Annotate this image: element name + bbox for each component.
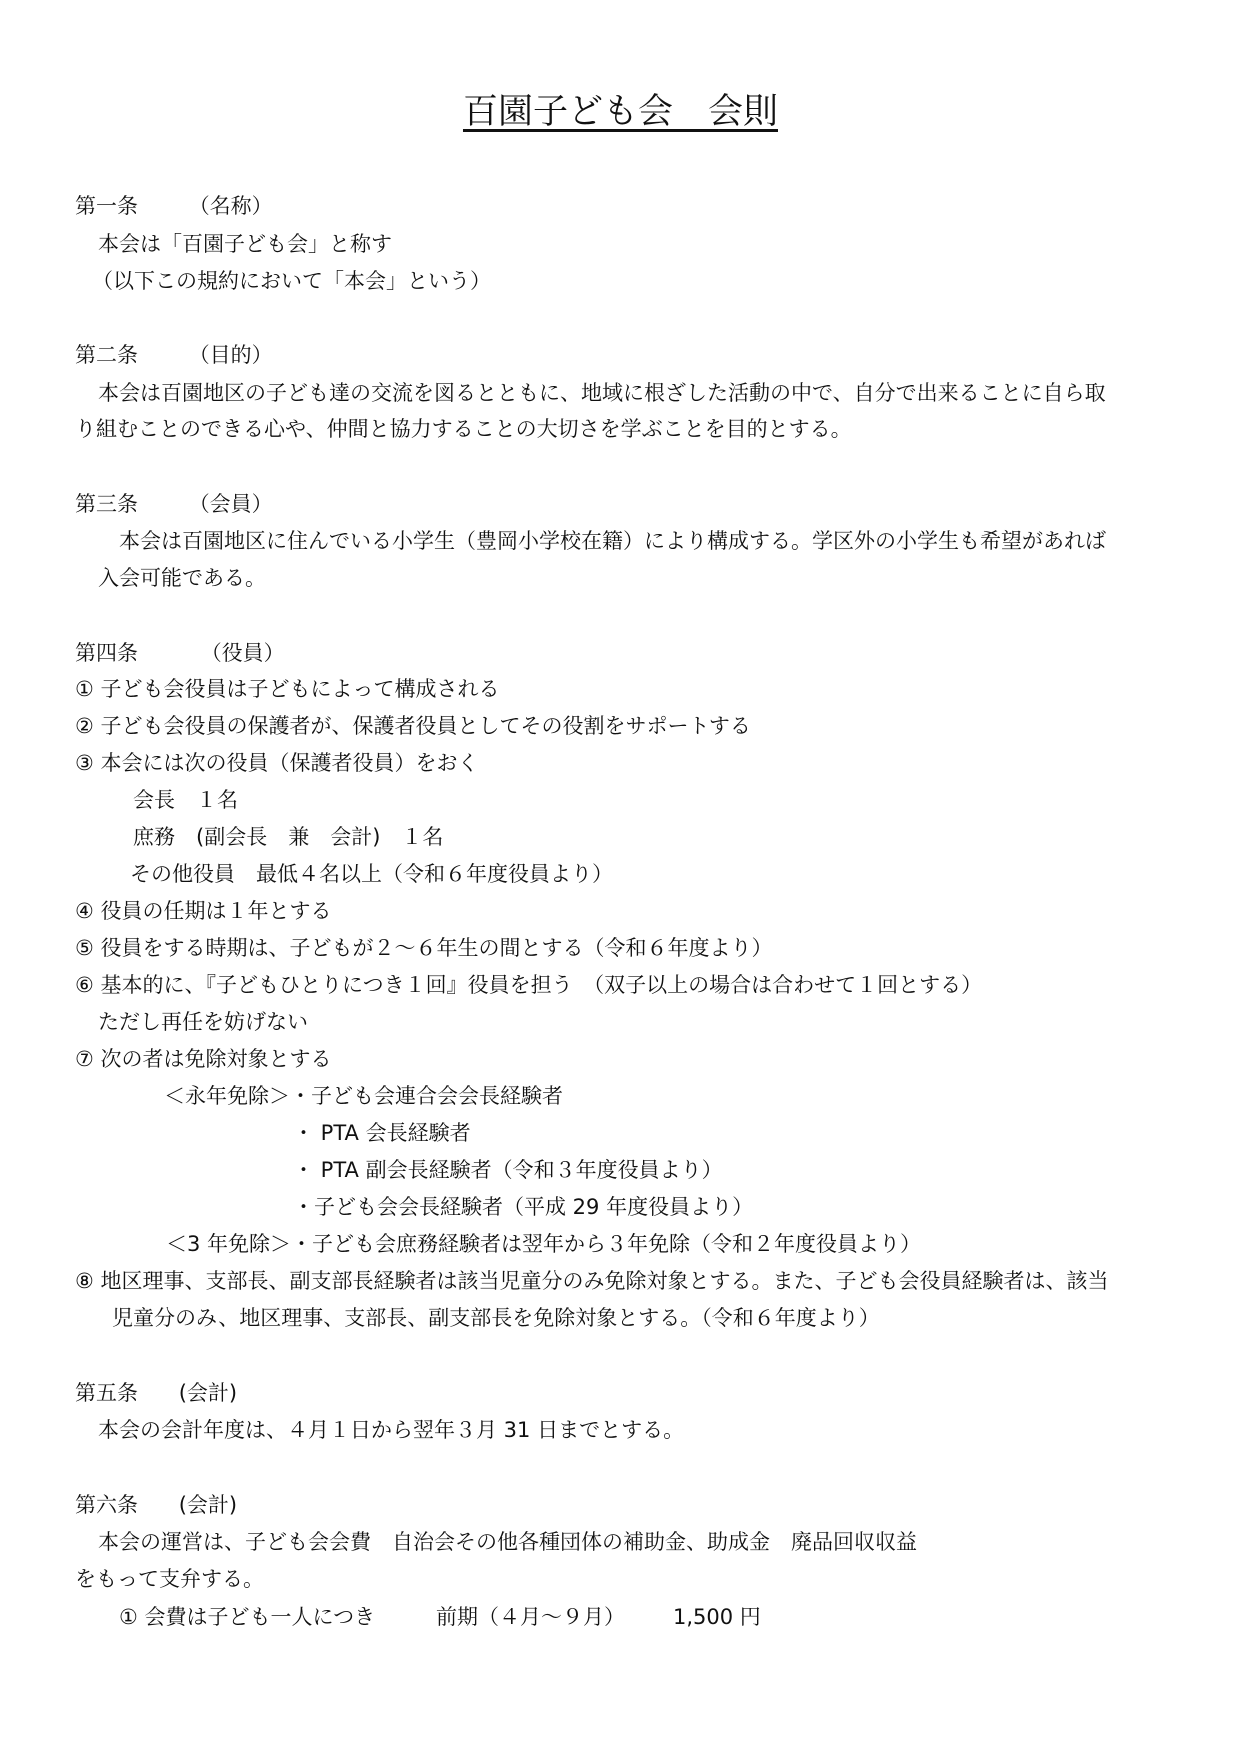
article3-line2: 入会可能である。 [98,566,266,590]
article4-item2: ② 子ども会役員の保護者が、保護者役員としてその役割をサポートする [75,714,751,738]
article3-label: 第三条 [75,492,138,516]
document-title [0,88,1241,136]
article4-exempt-kodomo-president: ・子ども会会長経験者（平成 29 年度役員より） [293,1195,754,1219]
article2-line2: り組むことのできる心や、仲間と協力することの大切さを学ぶことを目的とする。 [75,417,852,441]
article4-title: （役員） [200,641,285,665]
article4-exempt-pta-vice: ・ PTA 副会長経験者（令和３年度役員より） [293,1158,723,1182]
article4-item1: ① 子ども会役員は子どもによって構成される [75,677,500,701]
article4-item3: ③ 本会には次の役員（保護者役員）をおく [75,751,479,775]
article5-title: (会計) [178,1381,238,1405]
article5-heading [75,1378,237,1408]
article2-label: 第二条 [75,343,138,367]
article1-title: （名称） [188,194,273,218]
article6-label: 第六条 [75,1493,138,1517]
article2-title: （目的） [188,343,273,367]
article4-role-other: その他役員 最低４名以上（令和６年度役員より） [130,862,613,886]
article6-fee-label: ① 会費は子ども一人につき [119,1605,376,1629]
article4-label: 第四条 [75,641,138,665]
article6-title: (会計) [178,1493,238,1517]
article3-title: （会員） [188,492,273,516]
article4-heading [75,638,285,668]
article4-item8-cont: 児童分のみ、地区理事、支部長、副支部長を免除対象とする。（令和６年度より） [112,1306,880,1330]
article2-heading [75,340,273,370]
article4-item4: ④ 役員の任期は１年とする [75,899,332,923]
article3-line1: 本会は百園地区に住んでいる小学生（豊岡小学校在籍）により構成する。学区外の小学生も希望があれば [119,529,1106,553]
article4-item7: ⑦ 次の者は免除対象とする [75,1047,332,1071]
article6-line2: をもって支弁する。 [75,1567,264,1591]
article4-item8: ⑧ 地区理事、支部長、副支部長経験者は該当児童分のみ免除対象とする。また、子ども会役員経験者は、該当 [75,1269,1109,1293]
title-text: 百園子ども会 会則 [462,92,778,132]
article4-role-president: 会長 １名 [133,788,238,812]
article6-heading [75,1490,237,1520]
article1-heading [75,191,273,221]
article5-label: 第五条 [75,1381,138,1405]
article1-line2: （以下この規約において「本会」という） [92,269,491,293]
article4-item6: ⑥ 基本的に、『子どもひとりにつき１回』役員を担う （双子以上の場合は合わせて１回とする） [75,973,983,997]
article5-line1: 本会の会計年度は、４月１日から翌年３月 31 日までとする。 [98,1418,685,1442]
article4-exempt-pta-president: ・ PTA 会長経験者 [293,1121,471,1145]
article4-item5: ⑤ 役員をする時期は、子どもが２～６年生の間とする（令和６年度より） [75,936,773,960]
article4-role-secretary: 庶務 (副会長 兼 会計) １名 [133,825,444,849]
article1-line1: 本会は「百園子ども会」と称す [98,232,392,256]
article6-line1: 本会の運営は、子ども会会費 自治会その他各種団体の補助金、助成金 廃品回収収益 [98,1530,917,1554]
article4-exempt-three-year: ＜3 年免除＞・子ども会庶務経験者は翌年から３年免除（令和２年度役員より） [166,1232,922,1256]
article2-line1: 本会は百園地区の子ども達の交流を図るとともに、地域に根ざした活動の中で、自分で出来ることに自ら取 [98,381,1106,405]
article3-heading [75,489,273,519]
article6-fee-amount: 1,500 円 [673,1605,761,1629]
article6-fee-period: 前期（４月～９月） [436,1605,625,1629]
article4-item6-note: ただし再任を妨げない [98,1010,308,1034]
article4-exempt-permanent: ＜永年免除＞・子ども会連合会会長経験者 [164,1084,563,1108]
article1-label: 第一条 [75,194,138,218]
